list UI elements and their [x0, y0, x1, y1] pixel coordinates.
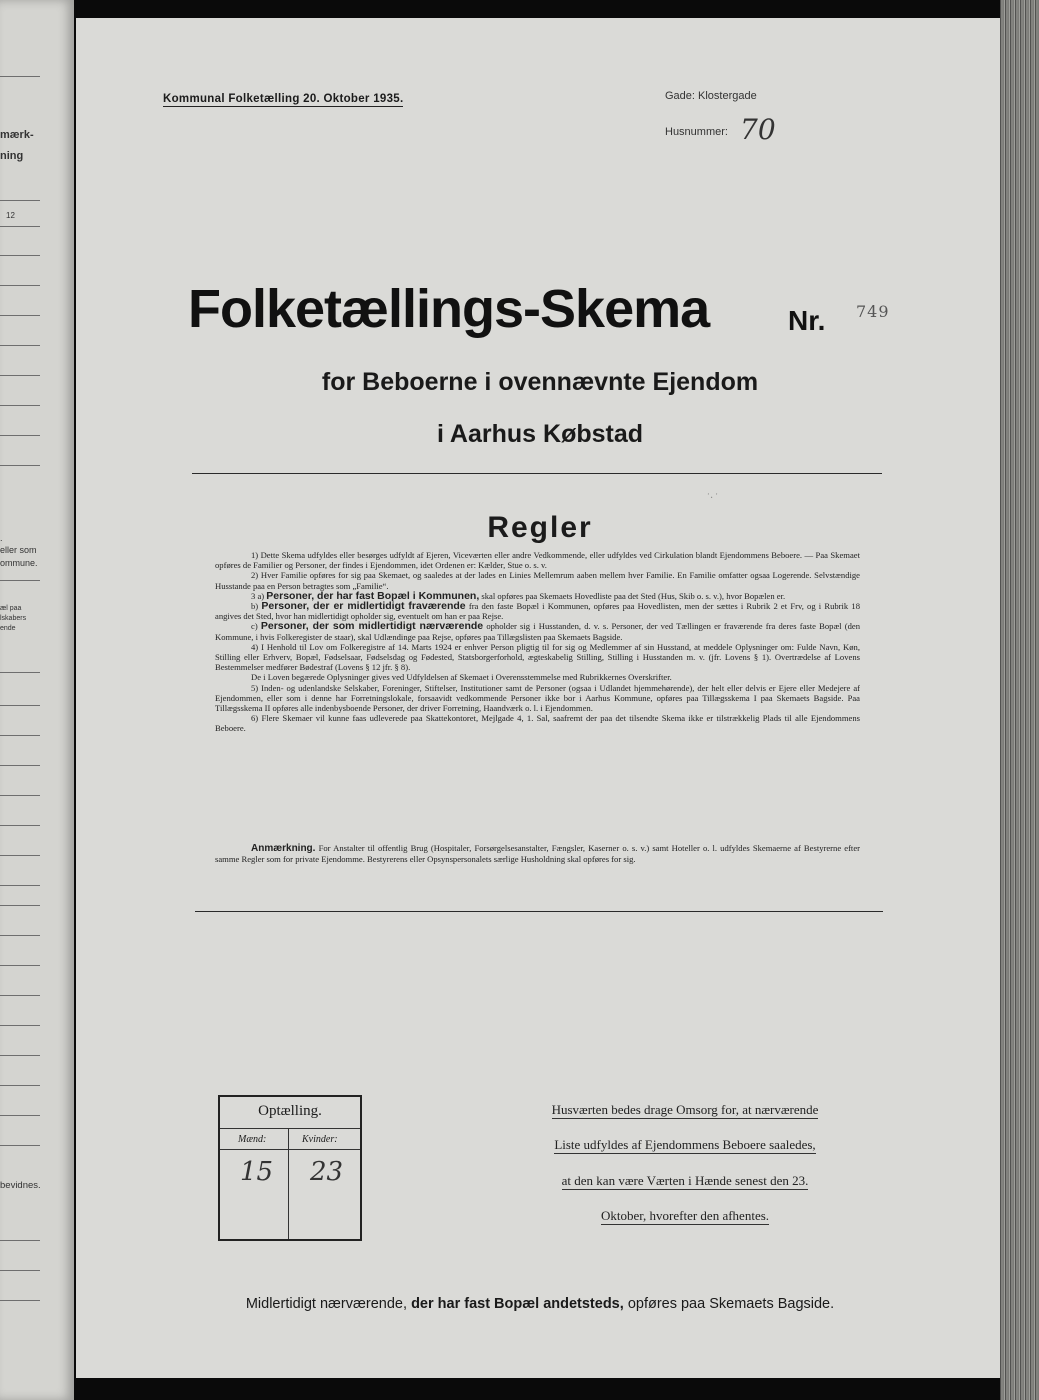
left-rule [0, 315, 40, 316]
left-rule [0, 200, 40, 201]
left-rule [0, 965, 40, 966]
women-count: 23 [310, 1157, 344, 1187]
footer-part-2: der har fast Bopæl andetsteds, [411, 1296, 624, 1312]
footer-note [200, 1296, 880, 1312]
count-rule [220, 1149, 360, 1150]
left-rule [0, 705, 40, 706]
divider [195, 911, 883, 912]
house-number-value: 70 [740, 113, 776, 146]
street-label: Gade: [665, 90, 695, 102]
left-rule [0, 672, 40, 673]
note [215, 843, 860, 865]
left-text: eller som [0, 545, 37, 555]
left-rule [0, 405, 40, 406]
count-column-divider [288, 1128, 289, 1239]
instruction-text: Liste udfyldes af Ejendommens Beboere saaledes, [554, 1137, 816, 1152]
form-title: Folketællings-Skema [188, 279, 710, 339]
rule-4: 4) I Henhold til Lov om Folkeregistre af 14. Marts 1924 er enhver Person pligtig til for sig og Medlemmer af sin Husstand, at meddele Oplysninger om: Fulde Navn, Køn, Stilling eller Erhverv, Bopæl, Fødselsaar, Fødselsdag og Fødested, Statsborgerforhold, ægteskabelig Stilling, Stilling i Husstanden m. v. (jfr. Lovens § 1). Overtrædelse af Lovens Bestemmelser medfører Bødestraf (Lovens § 12 jfr. § 8). [215, 641, 860, 673]
left-rule [0, 1025, 40, 1026]
rule-3b [215, 601, 860, 621]
count-rule [220, 1128, 360, 1129]
instruction-text: Oktober, hvorefter den afhentes. [600, 1208, 770, 1223]
left-rule [0, 1055, 40, 1056]
count-box [218, 1095, 362, 1241]
rule-3a-number: 3 a) [251, 590, 265, 601]
rule-3b-heading: Personer, der er midlertidigt fraværende [261, 600, 466, 613]
rule-3a-heading: Personer, der har fast Bopæl i Kommunen, [266, 589, 480, 602]
left-rule [0, 935, 40, 936]
left-rule [0, 285, 40, 286]
note-label: Anmærkning. [251, 843, 316, 854]
left-facing-page [0, 0, 74, 1400]
rule-3c-number: c) [251, 621, 258, 632]
left-rule [0, 465, 40, 466]
instruction-line [510, 1102, 860, 1118]
instruction-text: at den kan være Værten i Hænde senest den 23. [561, 1173, 809, 1188]
left-rule [0, 1270, 40, 1271]
rule-5: 5) Inden- og udenlandske Selskaber, Foreninger, Stiftelser, Institutioner samt de Personer (ogsaa i Udlandet hjemmehørende), der helt eller delvis er Ejere eller Medejere af Ejendommen, eller som i denne har Forretningslokale, forsaavidt vedkommende Personer ikke bor i Aarhus Kommune, opføres paa Tillægsskema I paa Skemaets Bagside. Paa Tillægsskema II opføres alle indenbysboende Personer, der driver Forretning, Haandværk o. l. i Ejendommen. [215, 682, 860, 714]
form-subtitle: for Beboerne i ovennævnte Ejendom [321, 368, 759, 396]
form-nr-label: Nr. [788, 305, 826, 336]
note-text: For Anstalter til offentlig Brug (Hospitaler, Forsørgelsesanstalter, Fængsler, Kaserner o. s. v.) samt Hoteller o. l. udfyldes Skemaerne af Bestyrerne efter samme Regler som for private Ejendomme. Bestyrerens eller Opsynspersonalets særlige Husholdning skal opføres for sig. [215, 843, 861, 865]
left-rule [0, 76, 40, 77]
left-text: . [0, 533, 3, 543]
rule-3c-heading: Personer, der som midlertidigt nærværende [260, 620, 484, 633]
left-rule [0, 345, 40, 346]
left-text: æl paa [0, 605, 22, 612]
house-number-label: Husnummer: [665, 126, 728, 138]
street-line [665, 90, 757, 102]
left-text: bevidnes. [0, 1180, 41, 1191]
left-text: 12 [6, 211, 15, 220]
pencil-mark: ˙·˙ [705, 493, 719, 504]
rule-4b: De i Loven begærede Oplysninger gives ved Udfyldelsen af Skemaet i Overensstemmelse med Rubrikkernes Overskrifter. [251, 672, 672, 683]
form-subtitle-location: i Aarhus Købstad [436, 420, 644, 448]
left-rule [0, 435, 40, 436]
left-text: lskabers [0, 615, 27, 622]
left-rule [0, 765, 40, 766]
rule-2: 2) Hver Familie opføres for sig paa Skemaet, og saaledes at der lades en Linies Mellemrum aaben mellem hver Familie. En Familie omfatter ogsaa Logerende. Selvstændige Husstande paa en Person betragtes som „Familie“. [215, 570, 860, 591]
rule-6: 6) Flere Skemaer vil kunne faas udleverede paa Skattekontoret, Mejlgade 4, 1. Sal, saafremt der paa det tilsendte Skema ikke er tilstrækkelig Plads til alle Ejendommens Beboere. [215, 713, 860, 734]
count-title: Optælling. [258, 1103, 322, 1119]
left-rule [0, 1115, 40, 1116]
left-rule [0, 855, 40, 856]
left-rule [0, 255, 40, 256]
left-text: ommune. [0, 558, 38, 568]
rule-3a-text: skal opføres paa Skemaets Hovedliste paa det Sted (Hus, Skib o. s. v.), hvor Bopælen er. [481, 590, 786, 601]
left-rule [0, 1300, 40, 1301]
left-rule [0, 735, 40, 736]
street-value: Klostergade [698, 90, 757, 102]
rules-text [215, 550, 860, 734]
census-heading: Kommunal Folketælling 20. Oktober 1935. [163, 93, 404, 105]
left-rule [0, 375, 40, 376]
left-text: mærk- [0, 129, 34, 141]
left-rule [0, 795, 40, 796]
left-rule [0, 1145, 40, 1146]
divider [192, 473, 882, 474]
left-rule [0, 995, 40, 996]
men-label: Mænd: [238, 1134, 267, 1145]
footer-part-1: Midlertidigt nærværende, [245, 1296, 408, 1312]
left-rule [0, 1240, 40, 1241]
footer-part-3: opføres paa Skemaets Bagside. [627, 1296, 835, 1312]
left-rule [0, 905, 40, 906]
rule-3b-text: fra den faste Bopæl i Kommunen, opføres paa Hovedlisten, men der sættes i Rubrik 2 et Frv, og i Rubrik 18 angives det Sted, hvor han midlertidigt opholder sig, eventuelt om han er paa Rejse. [215, 601, 861, 622]
rule-3c-text: opholder sig i Husstanden, d. v. s. Personer, der ved Tællingen er fraværende fra deres faste Bopæl (den Kommune, i hvis Folkeregister de staar), skal Udlændinge paa Rejse, opføres paa Tillægslisten paa Skemaets Bagside. [215, 621, 861, 642]
form-number: 749 [856, 302, 890, 321]
rule-3c [215, 621, 860, 641]
rule-3b-number: b) [251, 601, 259, 612]
book-page-edges [1000, 0, 1039, 1400]
instruction-text: Husværten bedes drage Omsorg for, at nærværende [551, 1102, 819, 1117]
left-text: ende [0, 625, 16, 632]
instruction-line [510, 1208, 860, 1224]
women-label: Kvinder: [302, 1134, 338, 1145]
instruction-line [510, 1137, 860, 1153]
left-rule [0, 1085, 40, 1086]
left-rule [0, 885, 40, 886]
left-rule [0, 825, 40, 826]
men-count: 15 [240, 1157, 274, 1187]
rule-1: 1) Dette Skema udfyldes eller besørges udfyldt af Ejeren, Viceværten eller andre Vedkommende, eller udfyldes ved Cirkulation blandt Ejendommens Beboere. — Paa Skemaet opføres de Familier og Personer, der findes i Ejendommen, idet Ordenen er: Kælder, Stue o. s. v. [215, 550, 860, 571]
left-text: ning [0, 150, 24, 162]
instruction-line [510, 1173, 860, 1189]
left-rule [0, 580, 40, 581]
rules-heading: Regler [487, 511, 593, 544]
left-rule [0, 226, 40, 227]
